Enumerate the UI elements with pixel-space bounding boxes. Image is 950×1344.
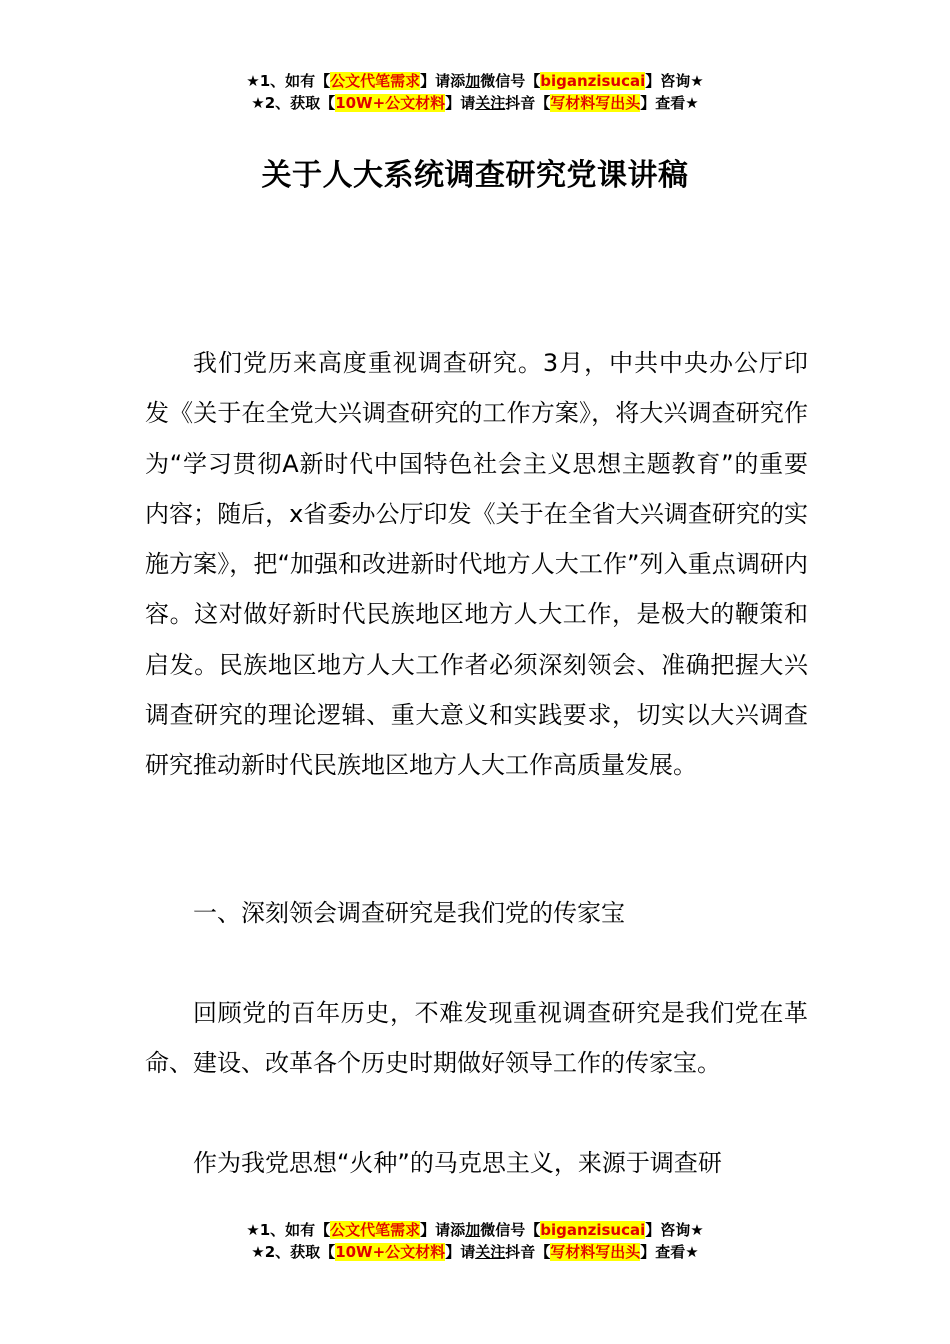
banner-line-2 [0,92,950,114]
banner-text: 】咨询★ [645,1221,704,1239]
paragraph-intro: 我们党历来高度重视调查研究。3月，中共中央办公厅印发《关于在全党大兴调查研究的工作方案》，将大兴调查研究作为“学习贯彻A新时代中国特色社会主义思想主题教育”的重要内容；随后，x省委办公厅印发《关于在全省大兴调查研究的实施方案》，把“加强和改进新时代地方人大工作”列入重点调研内容。这对做好新时代民族地区地方人大工作，是极大的鞭策和启发。民族地区地方人大工作者必须深刻领会、准确把握大兴调查研究的理论逻辑、重大意义和实践要求，切实以大兴调查研究推动新时代民族地区地方人大工作高质量发展。 [145,349,808,780]
banner-text: ★2、获取【 [251,94,336,112]
paragraph-marxism: 作为我党思想“火种”的马克思主义，来源于调查研 [193,1149,722,1177]
highlight-text: 公文代笔需求 [330,72,421,90]
section-heading-1: 一、深刻领会调查研究是我们党的传家宝 [193,899,625,927]
wechat-id: biganzisucai [540,1221,646,1239]
banner-text: 】咨询★ [645,72,704,90]
banner-text: 】查看★ [640,1243,699,1261]
wechat-id: biganzisucai [540,72,646,90]
banner-line-2 [0,1241,950,1263]
banner-text: ★1、如有【 [246,72,331,90]
emphasis-text: 加 [465,1221,481,1239]
banner-text: 】请添 [420,1221,466,1239]
banner-text: 微信号【 [480,72,541,90]
highlight-text: 10W+公文材料 [335,94,446,112]
banner-text: 】请 [445,1243,476,1261]
banner-line-1 [0,70,950,92]
highlight-text: 公文代笔需求 [330,1221,421,1239]
banner-text: 微信号【 [480,1221,541,1239]
emphasis-text: 加 [465,72,481,90]
banner-text: 】查看★ [640,94,699,112]
banner-line-1 [0,1219,950,1241]
header-banner [0,70,950,114]
banner-text: 抖音【 [505,1243,551,1261]
document-title: 关于人大系统调查研究党课讲稿 [261,158,689,193]
banner-text: ★2、获取【 [251,1243,336,1261]
emphasis-text: 关注 [475,1243,506,1261]
emphasis-text: 关注 [475,94,506,112]
douyin-id: 写材料写出头 [550,1243,641,1261]
douyin-id: 写材料写出头 [550,94,641,112]
banner-text: 】请添 [420,72,466,90]
banner-text: ★1、如有【 [246,1221,331,1239]
footer-banner [0,1219,950,1263]
highlight-text: 10W+公文材料 [335,1243,446,1261]
banner-text: 】请 [445,94,476,112]
banner-text: 抖音【 [505,94,551,112]
paragraph-history: 回顾党的百年历史，不难发现重视调查研究是我们党在革命、建设、改革各个历史时期做好领导工作的传家宝。 [145,999,808,1078]
